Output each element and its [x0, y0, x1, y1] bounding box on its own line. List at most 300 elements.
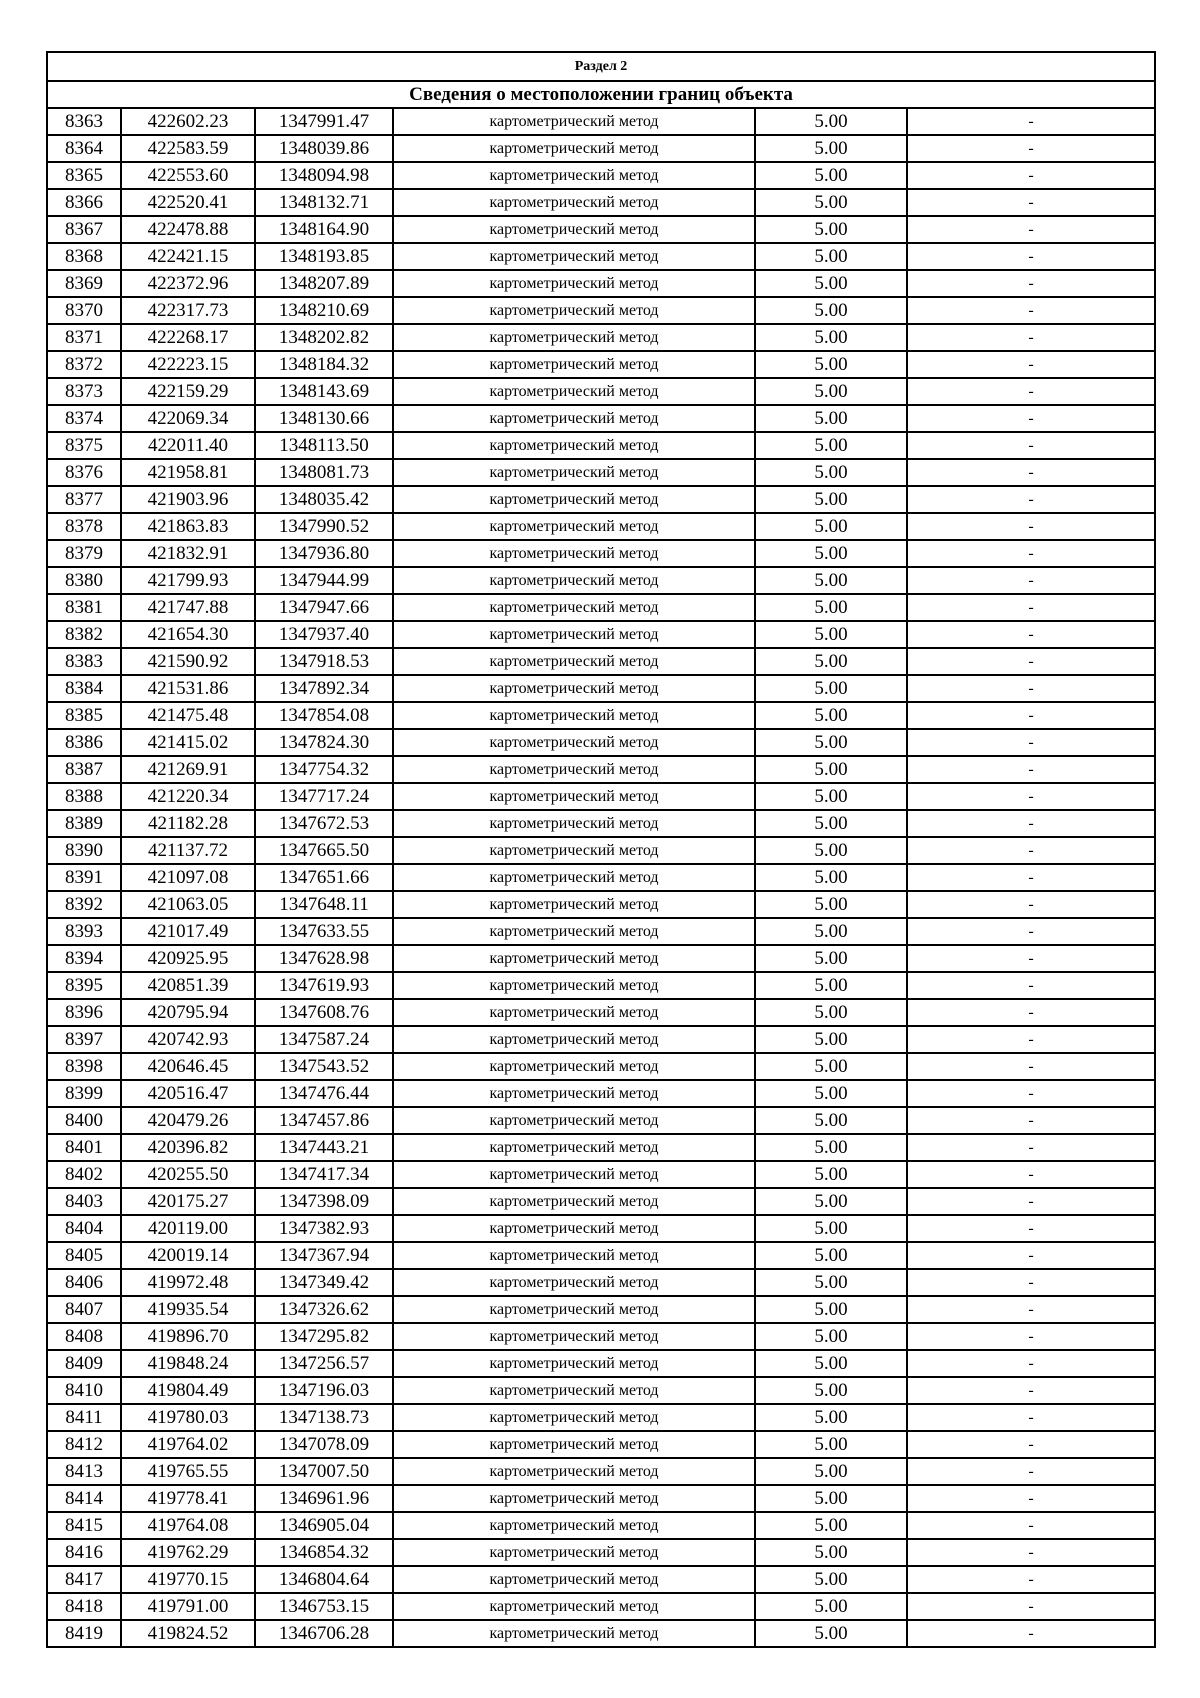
cell-description: - [907, 810, 1155, 837]
cell-accuracy: 5.00 [755, 351, 907, 378]
table-row [47, 486, 1155, 513]
cell-coordinate-x: 419780.03 [121, 1404, 255, 1431]
cell-method: картометрический метод [393, 1080, 755, 1107]
cell-method: картометрический метод [393, 1107, 755, 1134]
cell-description: - [907, 756, 1155, 783]
cell-point-number: 8380 [47, 567, 121, 594]
cell-point-number: 8377 [47, 486, 121, 513]
table-row [47, 351, 1155, 378]
cell-point-number: 8386 [47, 729, 121, 756]
table-row [47, 1296, 1155, 1323]
table-row [47, 1431, 1155, 1458]
cell-accuracy: 5.00 [755, 324, 907, 351]
cell-accuracy: 5.00 [755, 1026, 907, 1053]
table-row [47, 405, 1155, 432]
table-row [47, 1080, 1155, 1107]
cell-accuracy: 5.00 [755, 864, 907, 891]
cell-coordinate-x: 420019.14 [121, 1242, 255, 1269]
cell-method: картометрический метод [393, 108, 755, 135]
cell-coordinate-y: 1347367.94 [255, 1242, 393, 1269]
cell-point-number: 8408 [47, 1323, 121, 1350]
cell-coordinate-y: 1348184.32 [255, 351, 393, 378]
table-row [47, 1539, 1155, 1566]
cell-accuracy: 5.00 [755, 1404, 907, 1431]
cell-description: - [907, 1242, 1155, 1269]
cell-method: картометрический метод [393, 135, 755, 162]
cell-accuracy: 5.00 [755, 189, 907, 216]
cell-method: картометрический метод [393, 1188, 755, 1215]
cell-coordinate-y: 1347947.66 [255, 594, 393, 621]
cell-accuracy: 5.00 [755, 756, 907, 783]
cell-point-number: 8397 [47, 1026, 121, 1053]
cell-method: картометрический метод [393, 1134, 755, 1161]
cell-accuracy: 5.00 [755, 1107, 907, 1134]
cell-description: - [907, 1026, 1155, 1053]
cell-coordinate-y: 1347256.57 [255, 1350, 393, 1377]
cell-coordinate-y: 1347326.62 [255, 1296, 393, 1323]
cell-accuracy: 5.00 [755, 945, 907, 972]
cell-accuracy: 5.00 [755, 567, 907, 594]
table-row [47, 270, 1155, 297]
cell-point-number: 8392 [47, 891, 121, 918]
cell-coordinate-x: 419824.52 [121, 1620, 255, 1647]
cell-coordinate-y: 1348130.66 [255, 405, 393, 432]
cell-method: картометрический метод [393, 405, 755, 432]
cell-description: - [907, 648, 1155, 675]
cell-method: картометрический метод [393, 702, 755, 729]
cell-coordinate-x: 420925.95 [121, 945, 255, 972]
cell-description: - [907, 1539, 1155, 1566]
cell-description: - [907, 1296, 1155, 1323]
cell-point-number: 8367 [47, 216, 121, 243]
cell-point-number: 8374 [47, 405, 121, 432]
cell-coordinate-x: 422421.15 [121, 243, 255, 270]
cell-point-number: 8378 [47, 513, 121, 540]
cell-point-number: 8403 [47, 1188, 121, 1215]
cell-method: картометрический метод [393, 594, 755, 621]
cell-coordinate-x: 422268.17 [121, 324, 255, 351]
cell-coordinate-y: 1347417.34 [255, 1161, 393, 1188]
cell-coordinate-y: 1347936.80 [255, 540, 393, 567]
cell-coordinate-x: 421182.28 [121, 810, 255, 837]
cell-method: картометрический метод [393, 1161, 755, 1188]
cell-method: картометрический метод [393, 1377, 755, 1404]
cell-point-number: 8366 [47, 189, 121, 216]
cell-method: картометрический метод [393, 1458, 755, 1485]
cell-coordinate-y: 1347382.93 [255, 1215, 393, 1242]
cell-coordinate-x: 420175.27 [121, 1188, 255, 1215]
cell-accuracy: 5.00 [755, 1215, 907, 1242]
table-row [47, 189, 1155, 216]
cell-point-number: 8388 [47, 783, 121, 810]
cell-method: картометрический метод [393, 540, 755, 567]
cell-point-number: 8401 [47, 1134, 121, 1161]
cell-accuracy: 5.00 [755, 972, 907, 999]
cell-coordinate-y: 1346905.04 [255, 1512, 393, 1539]
table-row [47, 810, 1155, 837]
cell-description: - [907, 1350, 1155, 1377]
cell-accuracy: 5.00 [755, 783, 907, 810]
cell-method: картометрический метод [393, 972, 755, 999]
cell-method: картометрический метод [393, 189, 755, 216]
cell-point-number: 8364 [47, 135, 121, 162]
cell-method: картометрический метод [393, 1539, 755, 1566]
cell-coordinate-x: 422583.59 [121, 135, 255, 162]
cell-point-number: 8406 [47, 1269, 121, 1296]
table-row [47, 1107, 1155, 1134]
cell-description: - [907, 783, 1155, 810]
cell-coordinate-y: 1347007.50 [255, 1458, 393, 1485]
cell-coordinate-x: 421017.49 [121, 918, 255, 945]
cell-accuracy: 5.00 [755, 1188, 907, 1215]
cell-accuracy: 5.00 [755, 378, 907, 405]
cell-method: картометрический метод [393, 864, 755, 891]
cell-coordinate-x: 419770.15 [121, 1566, 255, 1593]
cell-description: - [907, 864, 1155, 891]
table-row [47, 216, 1155, 243]
cell-accuracy: 5.00 [755, 1350, 907, 1377]
cell-method: картометрический метод [393, 1350, 755, 1377]
cell-description: - [907, 567, 1155, 594]
cell-point-number: 8410 [47, 1377, 121, 1404]
cell-method: картометрический метод [393, 1269, 755, 1296]
cell-coordinate-x: 422159.29 [121, 378, 255, 405]
cell-coordinate-x: 419764.08 [121, 1512, 255, 1539]
section-subtitle: Сведения о местоположении границ объекта [47, 81, 1155, 108]
cell-method: картометрический метод [393, 162, 755, 189]
cell-accuracy: 5.00 [755, 1053, 907, 1080]
table-row [47, 324, 1155, 351]
table-row [47, 1242, 1155, 1269]
cell-coordinate-x: 422223.15 [121, 351, 255, 378]
cell-method: картометрический метод [393, 378, 755, 405]
cell-coordinate-y: 1348035.42 [255, 486, 393, 513]
cell-coordinate-x: 420119.00 [121, 1215, 255, 1242]
cell-coordinate-x: 420479.26 [121, 1107, 255, 1134]
cell-accuracy: 5.00 [755, 1458, 907, 1485]
cell-point-number: 8395 [47, 972, 121, 999]
table-row [47, 297, 1155, 324]
cell-method: картометрический метод [393, 648, 755, 675]
cell-description: - [907, 621, 1155, 648]
cell-coordinate-y: 1347457.86 [255, 1107, 393, 1134]
cell-method: картометрический метод [393, 756, 755, 783]
cell-accuracy: 5.00 [755, 999, 907, 1026]
cell-coordinate-x: 419848.24 [121, 1350, 255, 1377]
cell-accuracy: 5.00 [755, 918, 907, 945]
cell-method: картометрический метод [393, 729, 755, 756]
cell-method: картометрический метод [393, 1323, 755, 1350]
table-row [47, 945, 1155, 972]
table-row [47, 837, 1155, 864]
cell-point-number: 8369 [47, 270, 121, 297]
cell-coordinate-x: 421863.83 [121, 513, 255, 540]
cell-coordinate-y: 1346804.64 [255, 1566, 393, 1593]
cell-description: - [907, 162, 1155, 189]
cell-method: картометрический метод [393, 1512, 755, 1539]
cell-method: картометрический метод [393, 1485, 755, 1512]
cell-coordinate-y: 1348081.73 [255, 459, 393, 486]
cell-point-number: 8368 [47, 243, 121, 270]
cell-coordinate-y: 1347196.03 [255, 1377, 393, 1404]
table-row [47, 783, 1155, 810]
cell-coordinate-x: 421799.93 [121, 567, 255, 594]
cell-coordinate-y: 1348164.90 [255, 216, 393, 243]
cell-description: - [907, 918, 1155, 945]
cell-method: картометрический метод [393, 1593, 755, 1620]
cell-coordinate-y: 1347619.93 [255, 972, 393, 999]
cell-point-number: 8419 [47, 1620, 121, 1647]
table-row [47, 702, 1155, 729]
cell-coordinate-x: 421415.02 [121, 729, 255, 756]
cell-coordinate-y: 1347892.34 [255, 675, 393, 702]
cell-accuracy: 5.00 [755, 1134, 907, 1161]
cell-coordinate-x: 421958.81 [121, 459, 255, 486]
cell-accuracy: 5.00 [755, 702, 907, 729]
table-row [47, 729, 1155, 756]
cell-description: - [907, 1188, 1155, 1215]
cell-coordinate-x: 420742.93 [121, 1026, 255, 1053]
cell-point-number: 8398 [47, 1053, 121, 1080]
cell-coordinate-y: 1347648.11 [255, 891, 393, 918]
cell-accuracy: 5.00 [755, 432, 907, 459]
cell-accuracy: 5.00 [755, 729, 907, 756]
cell-coordinate-y: 1347854.08 [255, 702, 393, 729]
table-row [47, 540, 1155, 567]
cell-accuracy: 5.00 [755, 108, 907, 135]
cell-point-number: 8412 [47, 1431, 121, 1458]
cell-description: - [907, 297, 1155, 324]
cell-coordinate-y: 1347587.24 [255, 1026, 393, 1053]
cell-accuracy: 5.00 [755, 1512, 907, 1539]
table-row [47, 1377, 1155, 1404]
cell-coordinate-x: 421220.34 [121, 783, 255, 810]
cell-description: - [907, 1377, 1155, 1404]
cell-description: - [907, 324, 1155, 351]
cell-method: картометрический метод [393, 891, 755, 918]
cell-point-number: 8405 [47, 1242, 121, 1269]
cell-method: картометрический метод [393, 810, 755, 837]
cell-coordinate-x: 422553.60 [121, 162, 255, 189]
cell-method: картометрический метод [393, 918, 755, 945]
cell-coordinate-x: 422602.23 [121, 108, 255, 135]
cell-point-number: 8400 [47, 1107, 121, 1134]
cell-method: картометрический метод [393, 783, 755, 810]
cell-coordinate-x: 422317.73 [121, 297, 255, 324]
cell-description: - [907, 1620, 1155, 1647]
cell-coordinate-y: 1346753.15 [255, 1593, 393, 1620]
document-page [46, 51, 1154, 1648]
table-row [47, 1566, 1155, 1593]
cell-method: картометрический метод [393, 1404, 755, 1431]
cell-method: картометрический метод [393, 351, 755, 378]
cell-accuracy: 5.00 [755, 1296, 907, 1323]
cell-method: картометрический метод [393, 1566, 755, 1593]
cell-point-number: 8385 [47, 702, 121, 729]
cell-coordinate-x: 419762.29 [121, 1539, 255, 1566]
cell-coordinate-x: 421590.92 [121, 648, 255, 675]
cell-coordinate-x: 419764.02 [121, 1431, 255, 1458]
table-row [47, 918, 1155, 945]
cell-description: - [907, 729, 1155, 756]
cell-coordinate-x: 421903.96 [121, 486, 255, 513]
cell-method: картометрический метод [393, 324, 755, 351]
cell-point-number: 8365 [47, 162, 121, 189]
cell-coordinate-y: 1347443.21 [255, 1134, 393, 1161]
cell-method: картометрический метод [393, 675, 755, 702]
cell-coordinate-y: 1347398.09 [255, 1188, 393, 1215]
cell-coordinate-y: 1347991.47 [255, 108, 393, 135]
table-row [47, 1215, 1155, 1242]
cell-accuracy: 5.00 [755, 621, 907, 648]
cell-method: картометрический метод [393, 1242, 755, 1269]
cell-coordinate-x: 422011.40 [121, 432, 255, 459]
cell-description: - [907, 1053, 1155, 1080]
table-row [47, 1188, 1155, 1215]
cell-method: картометрический метод [393, 216, 755, 243]
cell-accuracy: 5.00 [755, 297, 907, 324]
cell-accuracy: 5.00 [755, 270, 907, 297]
cell-coordinate-x: 420795.94 [121, 999, 255, 1026]
table-row [47, 756, 1155, 783]
table-row [47, 621, 1155, 648]
cell-point-number: 8370 [47, 297, 121, 324]
cell-coordinate-y: 1347937.40 [255, 621, 393, 648]
cell-accuracy: 5.00 [755, 1539, 907, 1566]
cell-description: - [907, 432, 1155, 459]
table-row [47, 1053, 1155, 1080]
cell-coordinate-y: 1347608.76 [255, 999, 393, 1026]
cell-point-number: 8390 [47, 837, 121, 864]
cell-description: - [907, 378, 1155, 405]
cell-coordinate-y: 1347672.53 [255, 810, 393, 837]
cell-description: - [907, 702, 1155, 729]
cell-coordinate-y: 1346854.32 [255, 1539, 393, 1566]
cell-method: картометрический метод [393, 513, 755, 540]
cell-description: - [907, 243, 1155, 270]
cell-accuracy: 5.00 [755, 675, 907, 702]
cell-coordinate-y: 1347349.42 [255, 1269, 393, 1296]
cell-accuracy: 5.00 [755, 1242, 907, 1269]
cell-description: - [907, 1161, 1155, 1188]
cell-point-number: 8417 [47, 1566, 121, 1593]
cell-point-number: 8394 [47, 945, 121, 972]
cell-accuracy: 5.00 [755, 1323, 907, 1350]
cell-point-number: 8409 [47, 1350, 121, 1377]
cell-description: - [907, 1593, 1155, 1620]
cell-coordinate-x: 421137.72 [121, 837, 255, 864]
cell-point-number: 8404 [47, 1215, 121, 1242]
cell-point-number: 8382 [47, 621, 121, 648]
cell-method: картометрический метод [393, 1431, 755, 1458]
cell-coordinate-y: 1348039.86 [255, 135, 393, 162]
cell-method: картометрический метод [393, 297, 755, 324]
cell-point-number: 8414 [47, 1485, 121, 1512]
cell-coordinate-y: 1348143.69 [255, 378, 393, 405]
cell-coordinate-y: 1347633.55 [255, 918, 393, 945]
section-title: Раздел 2 [47, 52, 1155, 81]
cell-coordinate-x: 422069.34 [121, 405, 255, 432]
cell-accuracy: 5.00 [755, 1566, 907, 1593]
cell-description: - [907, 108, 1155, 135]
cell-point-number: 8416 [47, 1539, 121, 1566]
cell-point-number: 8413 [47, 1458, 121, 1485]
cell-coordinate-x: 422478.88 [121, 216, 255, 243]
cell-coordinate-y: 1346961.96 [255, 1485, 393, 1512]
cell-method: картометрический метод [393, 1620, 755, 1647]
cell-coordinate-y: 1348113.50 [255, 432, 393, 459]
cell-description: - [907, 891, 1155, 918]
cell-point-number: 8379 [47, 540, 121, 567]
cell-coordinate-x: 420646.45 [121, 1053, 255, 1080]
cell-accuracy: 5.00 [755, 540, 907, 567]
table-row [47, 513, 1155, 540]
cell-description: - [907, 405, 1155, 432]
table-row [47, 1512, 1155, 1539]
table-row [47, 1350, 1155, 1377]
cell-method: картометрический метод [393, 432, 755, 459]
cell-point-number: 8381 [47, 594, 121, 621]
cell-accuracy: 5.00 [755, 135, 907, 162]
cell-coordinate-x: 421475.48 [121, 702, 255, 729]
cell-method: картометрический метод [393, 459, 755, 486]
cell-point-number: 8415 [47, 1512, 121, 1539]
cell-point-number: 8389 [47, 810, 121, 837]
cell-description: - [907, 1431, 1155, 1458]
cell-coordinate-x: 421097.08 [121, 864, 255, 891]
table-row [47, 1134, 1155, 1161]
cell-coordinate-y: 1347138.73 [255, 1404, 393, 1431]
table-row [47, 567, 1155, 594]
table-row [47, 891, 1155, 918]
table-row [47, 1458, 1155, 1485]
cell-method: картометрический метод [393, 945, 755, 972]
cell-accuracy: 5.00 [755, 837, 907, 864]
cell-point-number: 8384 [47, 675, 121, 702]
cell-point-number: 8387 [47, 756, 121, 783]
cell-accuracy: 5.00 [755, 810, 907, 837]
table-row [47, 1323, 1155, 1350]
cell-coordinate-y: 1348202.82 [255, 324, 393, 351]
cell-description: - [907, 972, 1155, 999]
cell-description: - [907, 999, 1155, 1026]
cell-description: - [907, 1512, 1155, 1539]
cell-coordinate-y: 1347918.53 [255, 648, 393, 675]
cell-description: - [907, 540, 1155, 567]
cell-coordinate-x: 421531.86 [121, 675, 255, 702]
table-row [47, 432, 1155, 459]
table-row [47, 864, 1155, 891]
cell-point-number: 8399 [47, 1080, 121, 1107]
cell-method: картометрический метод [393, 486, 755, 513]
cell-coordinate-y: 1347078.09 [255, 1431, 393, 1458]
cell-method: картометрический метод [393, 1215, 755, 1242]
cell-coordinate-x: 419972.48 [121, 1269, 255, 1296]
cell-point-number: 8396 [47, 999, 121, 1026]
section-title-row [47, 52, 1155, 81]
cell-coordinate-y: 1347651.66 [255, 864, 393, 891]
cell-coordinate-x: 422372.96 [121, 270, 255, 297]
section-subtitle-row [47, 81, 1155, 108]
table-row [47, 1593, 1155, 1620]
cell-description: - [907, 945, 1155, 972]
cell-accuracy: 5.00 [755, 1431, 907, 1458]
cell-coordinate-x: 419765.55 [121, 1458, 255, 1485]
cell-method: картометрический метод [393, 837, 755, 864]
cell-point-number: 8372 [47, 351, 121, 378]
cell-point-number: 8363 [47, 108, 121, 135]
cell-coordinate-x: 420516.47 [121, 1080, 255, 1107]
